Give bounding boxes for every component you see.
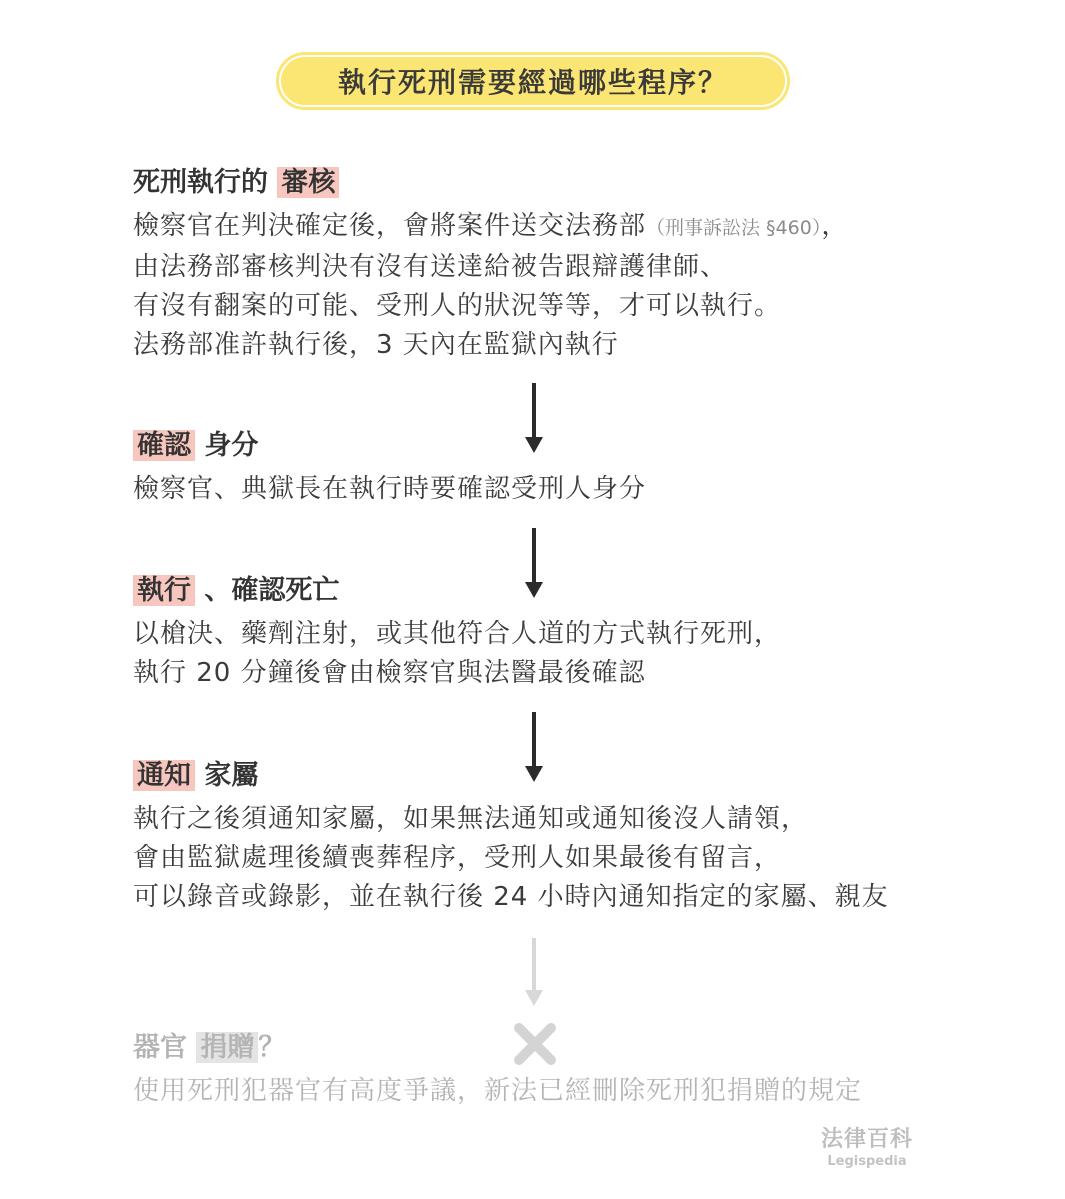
step-heading bbox=[133, 758, 889, 794]
step-heading bbox=[133, 428, 646, 464]
heading-plain: 家屬 bbox=[204, 760, 259, 791]
logo-name-en: Legispedia bbox=[827, 1154, 907, 1169]
heading-plain: 器官 bbox=[133, 1032, 187, 1063]
step-heading bbox=[133, 1030, 862, 1066]
logo bbox=[812, 1126, 922, 1170]
body-line: 以槍決、藥劑注射，或其他符合人道的方式執行死刑， bbox=[133, 619, 782, 649]
citation-tail: ， bbox=[821, 211, 849, 241]
heading-suffix: ？ bbox=[258, 1032, 286, 1063]
step-notify-family bbox=[133, 758, 889, 917]
arrow-down-muted-icon bbox=[522, 938, 546, 1010]
law-citation: （刑事訴訟法 §460） bbox=[646, 217, 822, 239]
body-line: 由法務部審核判決有沒有送達給被告跟辯護律師、 bbox=[133, 252, 728, 282]
body-line: 檢察官、典獄長在執行時要確認受刑人身分 bbox=[133, 474, 647, 504]
body-line: 有沒有翻案的可能、受刑人的狀況等等，才可以執行。 bbox=[133, 291, 782, 321]
heading-plain: 身分 bbox=[204, 430, 259, 461]
step-body bbox=[133, 1072, 862, 1111]
heading-highlight: 捐贈 bbox=[196, 1032, 258, 1063]
body-line: 執行之後須通知家屬，如果無法通知或通知後沒人請領， bbox=[133, 804, 809, 834]
body-line: 執行 20 分鐘後會由檢察官與法醫最後確認 bbox=[133, 658, 646, 688]
step-confirm-identity bbox=[133, 428, 646, 509]
step-body bbox=[133, 470, 646, 509]
step-organ-donation bbox=[133, 1030, 862, 1111]
step-heading bbox=[133, 573, 781, 609]
heading-plain: 、確認死亡 bbox=[204, 575, 340, 606]
title-banner bbox=[276, 52, 790, 110]
heading-plain: 死刑執行的 bbox=[133, 167, 268, 198]
step-review bbox=[133, 165, 848, 365]
page-title: 執行死刑需要經過哪些程序？ bbox=[279, 55, 787, 107]
step-execution bbox=[133, 573, 781, 693]
heading-highlight: 執行 bbox=[133, 575, 195, 606]
heading-highlight: 確認 bbox=[133, 430, 195, 461]
heading-highlight: 審核 bbox=[277, 167, 339, 198]
body-line: 使用死刑犯器官有高度爭議，新法已經刪除死刑犯捐贈的規定 bbox=[133, 1076, 863, 1106]
step-body bbox=[133, 207, 848, 365]
heading-highlight: 通知 bbox=[133, 760, 195, 791]
step-body bbox=[133, 615, 781, 693]
logo-name-zh: 法律百科 bbox=[820, 1127, 913, 1152]
body-line: 法務部准許執行後，3 天內在監獄內執行 bbox=[133, 330, 619, 360]
body-line: 可以錄音或錄影，並在執行後 24 小時內通知指定的家屬、親友 bbox=[133, 882, 889, 912]
step-body bbox=[133, 800, 889, 917]
body-line: 會由監獄處理後續喪葬程序，受刑人如果最後有留言， bbox=[133, 843, 782, 873]
step-heading bbox=[133, 165, 848, 201]
body-line: 檢察官在判決確定後，會將案件送交法務部（刑事訴訟法 §460）， bbox=[133, 211, 849, 241]
